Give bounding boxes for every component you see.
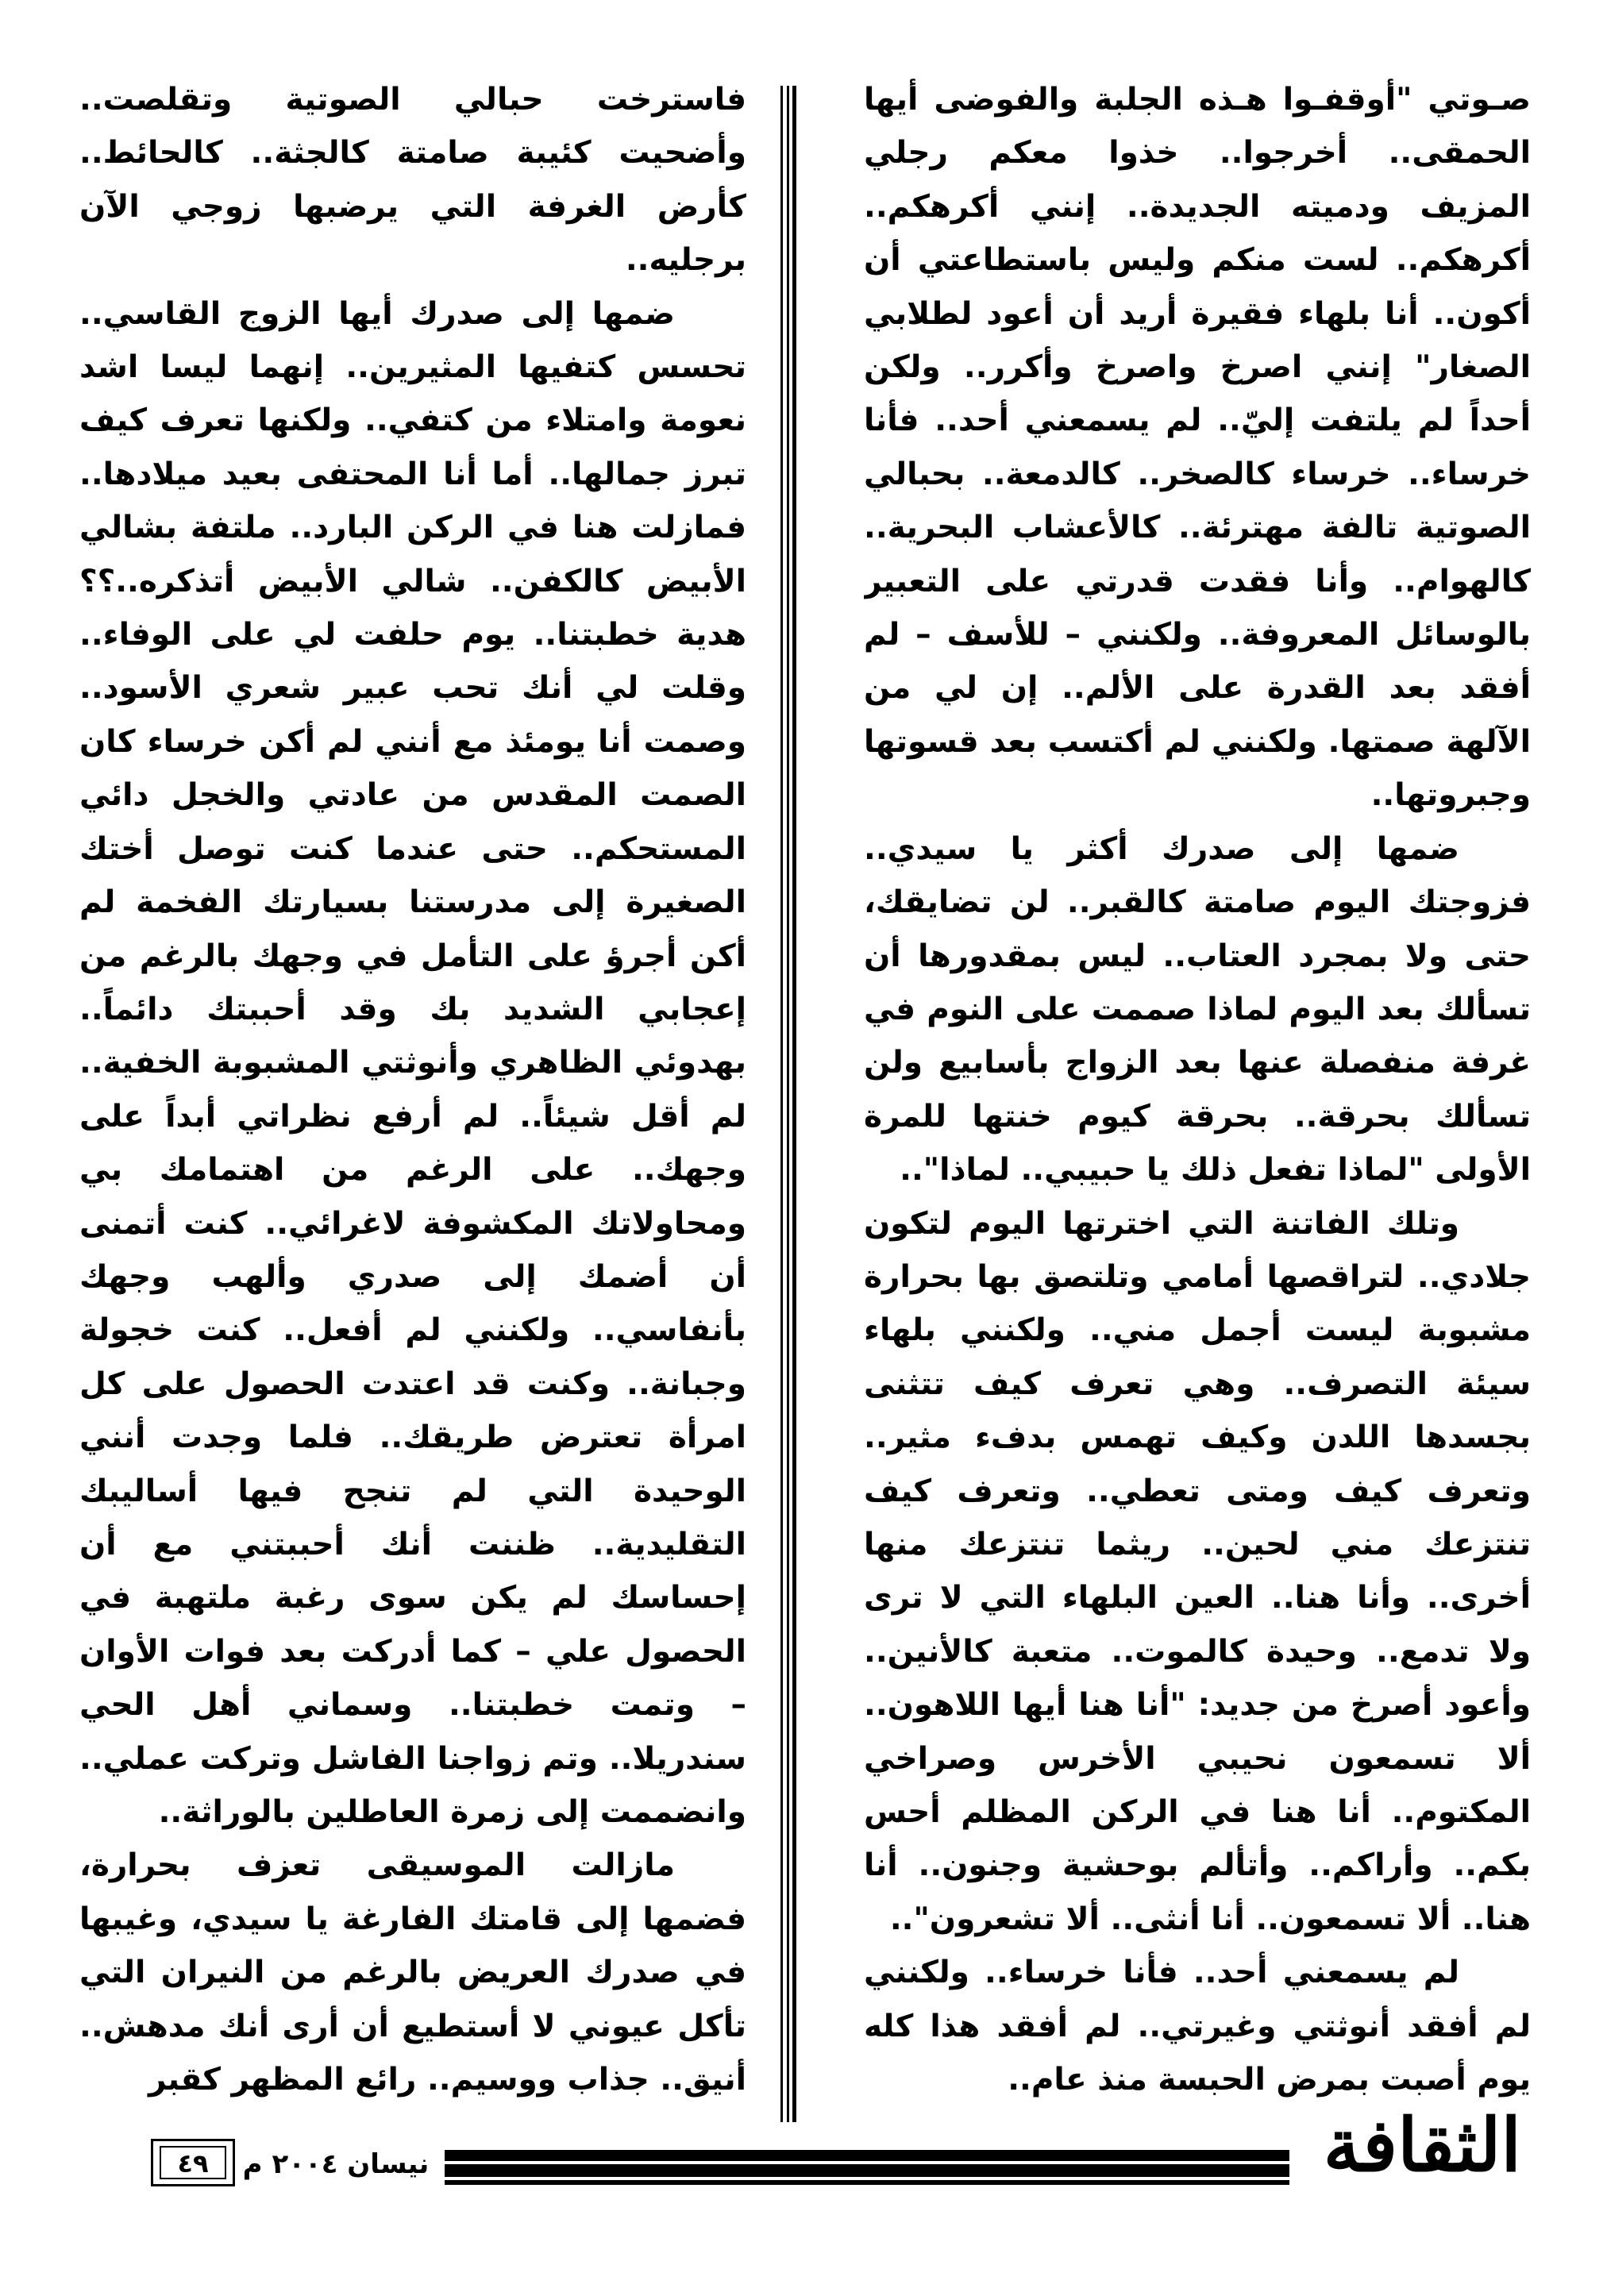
right-column xyxy=(864,73,1531,2105)
paragraph: لم يسمعني أحد.. فأنا خرساء.. ولكنني لم أفقد أنوثتي وغيرتي.. لم أفقد هذا كله يوم أصبت بمرض الحبسة منذ عام.. xyxy=(864,1955,1531,2098)
magazine-logo: الثقافة xyxy=(1323,2102,1521,2188)
footer-band xyxy=(445,2180,1289,2185)
paragraph: وتلك الفاتنة التي اخترتها اليوم لتكون جلادي.. لتراقصها أمامي وتلتصق بها بحرارة مشبوبة ليست أجمل مني.. ولكنني بلهاء سيئة التصرف.. وهي تعرف كيف تتثنى بجسدها اللدن وكيف تهمس بدفء مثير.. وتعرف كيف ومتى تعطي.. وتعرف كيف تنتزعك مني لحين.. ريثما تنتزعك منها أخرى.. وأنا هنا.. العين البلهاء التي لا ترى ولا تدمع.. وحيدة كالموت.. متعبة كالأنين.. وأعود أصرخ من جديد: "أنا هنا أيها اللاهون.. ألا تسمعون نحيبي الأخرس وصراخي المكتوم.. أنا هنا في الركن المظلم أحس بكم.. وأراكم.. وأتألم بوحشية وجنون.. أنا هنا.. ألا تسمعون.. أنا أنثى.. ألا تشعرون".. xyxy=(864,1205,1531,1937)
footer-band xyxy=(445,2150,1289,2161)
paragraph: فاسترخت حبالي الصوتية وتقلصت.. وأضحيت كئيبة صامتة كالجثة.. كالحائط.. كأرض الغرفة التي يرضبها زوجي الآن برجليه.. xyxy=(79,82,746,279)
page-number: ٤٩ xyxy=(160,2146,226,2179)
column-divider xyxy=(780,86,796,2122)
page-footer xyxy=(0,2080,1607,2296)
footer-band xyxy=(445,2164,1289,2177)
issue-date: نيسان ٢٠٠٤ م xyxy=(242,2148,430,2180)
paragraph: صـوتي "أوقفـوا هـذه الجلبة والفوضى أيها الحمقى.. أخرجوا.. خذوا معكم رجلي المزيف ودميته الجديدة.. إنني أكرهكم.. أكرهكم.. لست منكم وليس باستطاعتي أن أكون.. أنا بلهاء فقيرة أريد أن أعود لطلابي الصغار" إنني اصرخ واصرخ وأكرر.. ولكن أحداً لم يلتفت إليّ.. لم يسمعني أحد.. فأنا خرساء.. خرساء كالصخر.. كالدمعة.. بحبالي الصوتية تالفة مهترئة.. كالأعشاب البحرية.. كالهوام.. وأنا فقدت قدرتي على التعبير بالوسائل المعروفة.. ولكنني – للأسف – لم أفقد بعد القدرة على الألم.. إن لي من الآلهة صمتها. ولكنني لم أكتسب بعد قسوتها وجبروتها.. xyxy=(864,82,1531,814)
paragraph: ضمها إلى صدرك أيها الزوج القاسي.. تحسس كتفيها المثيرين.. إنهما ليسا اشد نعومة وامتلاء من كتفي.. ولكنها تعرف كيف تبرز جمالها.. أما أنا المحتفى بعيد ميلادها.. فمازلت هنا في الركن البارد.. ملتفة بشالي الأبيض كالكفن.. شالي الأبيض أتذكره..؟؟ هدية خطبتنا.. يوم حلفت لي على الوفاء.. وقلت لي أنك تحب عبير شعري الأسود.. وصمت أنا يومئذ مع أنني لم أكن خرساء كان الصمت المقدس من عادتي والخجل دائي المستحكم.. حتى عندما كنت توصل أختك الصغيرة إلى مدرستنا بسيارتك الفخمة لم أكن أجرؤ على التأمل في وجهك بالرغم من إعجابي الشديد بك وقد أحببتك دائماً.. بهدوئي الظاهري وأنوثتي المشبوبة الخفية.. لم أقل شيئاً.. لم أرفع نظراتي أبداً على وجهك.. على الرغم من اهتمامك بي ومحاولاتك المكشوفة لاغرائي.. كنت أتمنى أن أضمك إلى صدري وألهب وجهك بأنفاسي.. ولكنني لم أفعل.. كنت خجولة وجبانة.. وكنت قد اعتدت الحصول على كل امرأة تعترض طريقك.. فلما وجدت أنني الوحيدة التي لم تنجح فيها أساليبك التقليدية.. ظننت أنك أحببتني مع أن إحساسك لم يكن سوى رغبة ملتهبة في الحصول علي – كما أدركت بعد فوات الأوان – وتمت خطبتنا.. وسماني أهل الحي سندريلا.. وتم زواجنا الفاشل وتركت عملي.. وانضممت إلى زمرة العاطلين بالوراثة.. xyxy=(79,295,746,1830)
left-column xyxy=(79,73,746,2105)
paragraph: مازالت الموسيقى تعزف بحرارة، فضمها إلى قامتك الفارغة يا سيدي، وغيبها في صدرك العريض بالرغم من النيران التي تأكل عيوني لا أستطيع أن أرى أنك مدهش.. أنيق.. جذاب ووسيم.. رائع المظهر كقبر xyxy=(79,1847,746,2098)
paragraph: ضمها إلى صدرك أكثر يا سيدي.. فزوجتك اليوم صامتة كالقبر.. لن تضايقك، حتى ولا بمجرد العتاب.. ليس بمقدورها أن تسألك بعد اليوم لماذا صممت على النوم في غرفة منفصلة عنها بعد الزواج بأسابيع ولن تسألك بحرقة.. بحرقة كيوم خنتها للمرة الأولى "لماذا تفعل ذلك يا حبيبي.. لماذا".. xyxy=(864,830,1531,1188)
page-number-box xyxy=(151,2139,235,2186)
